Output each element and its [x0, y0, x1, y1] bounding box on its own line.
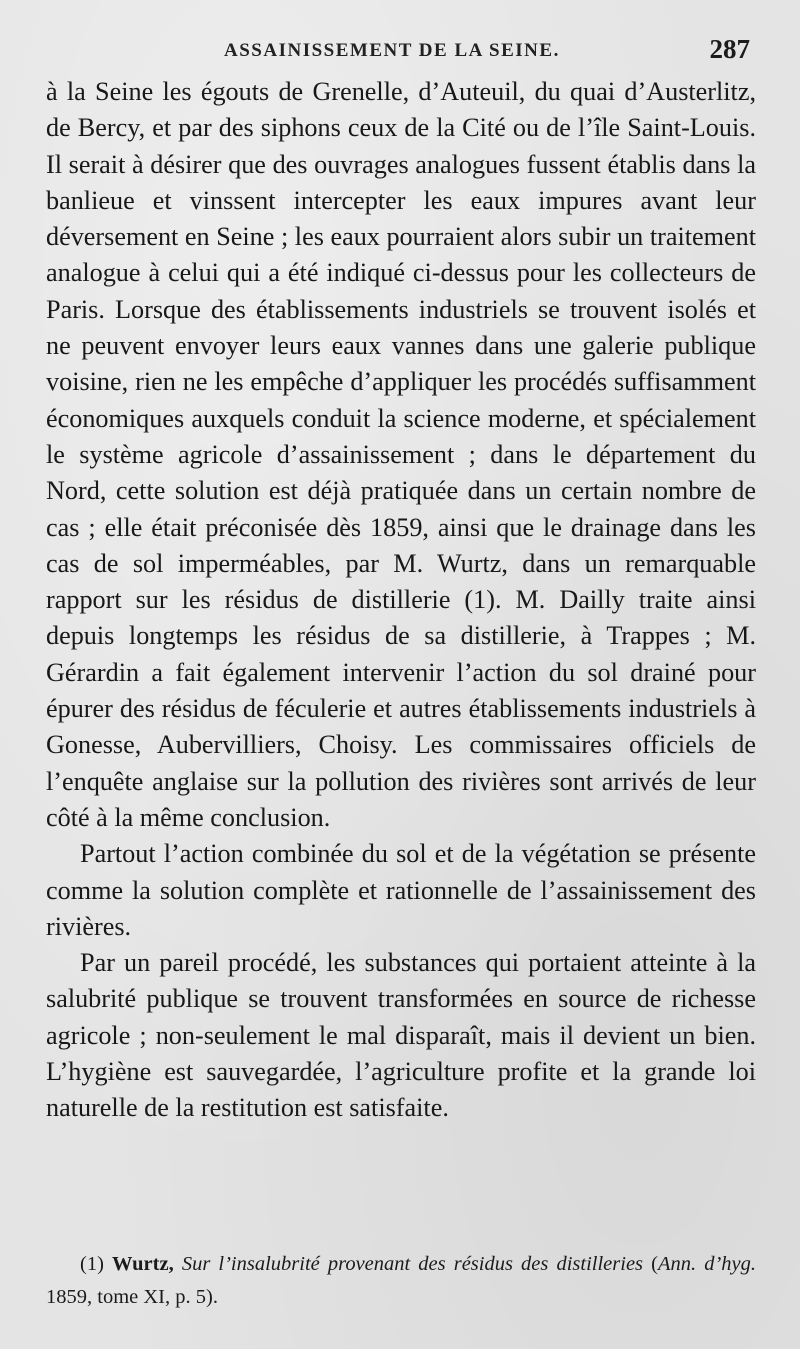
- paragraph: Par un pareil procédé, les substances qui portaient atteinte à la salubrité publique se trouvent transformées en source de richesse agricole ; non-seulement le mal disparaît, mais il devient un bien. L’hygiène est sauvegardée, l’agriculture profite et la grande loi naturelle de la restitution est satisfaite.: [46, 948, 756, 1123]
- footnote-source-open: (: [651, 1253, 658, 1275]
- paragraph: à la Seine les égouts de Grenelle, d’Auteuil, du quai d’Austerlitz, de Bercy, et par des siphons ceux de la Cité ou de l’île Saint-Louis. Il serait à désirer que des ouvrages analogues fussent établis dans la banlieue et vinssent intercepter les eaux impures avant leur déversement en Seine ; les eaux pourraient alors subir un traitement analogue à celui qui a été indiqué ci-dessus pour les collecteurs de Paris. Lorsque des établissements industriels se trouvent isolés et ne peuvent envoyer leurs eaux vannes dans une galerie publique voisine, rien ne les empêche d’appliquer les procédés suffisamment économiques auxquels conduit la science moderne, et spécialement le système agricole d’assainissement ; dans le département du Nord, cette solution est déjà pratiquée dans un certain nombre de cas ; elle était préconisée dès 1859, ainsi que le drainage dans les cas de sol imperméables, par M. Wurtz, dans un remarquable rapport sur les résidus de distillerie (1). M. Dailly traite ainsi depuis longtemps les résidus de sa distillerie, à Trappes ; M. Gérardin a fait également intervenir l’action du sol drainé pour épurer des résidus de féculerie et autres établissements industriels à Gonesse, Aubervilliers, Choisy. Les commissaires officiels de l’enquête anglaise sur la pollution des rivières sont arrivés de leur côté à la même conclusion.: [46, 77, 756, 832]
- footnote-title: Sur l’insalubrité provenant des résidus des distilleries: [181, 1253, 644, 1275]
- paragraph: Partout l’action combinée du sol et de la végétation se présente comme la solution complète et rationnelle de l’assainissement des rivières.: [46, 839, 756, 941]
- footnote: [46, 1248, 756, 1314]
- footnote-author: Wurtz,: [112, 1253, 174, 1275]
- page-header: [46, 34, 754, 70]
- footnote-marker: (1): [80, 1253, 104, 1275]
- footnote-journal: Ann. d’hyg.: [657, 1253, 757, 1275]
- footnote-details: 1859, tome XI, p. 5).: [46, 1286, 218, 1308]
- running-head: ASSAINISSEMENT DE LA SEINE.: [224, 40, 560, 61]
- body-text: [46, 74, 756, 1127]
- page-number: 287: [709, 34, 750, 64]
